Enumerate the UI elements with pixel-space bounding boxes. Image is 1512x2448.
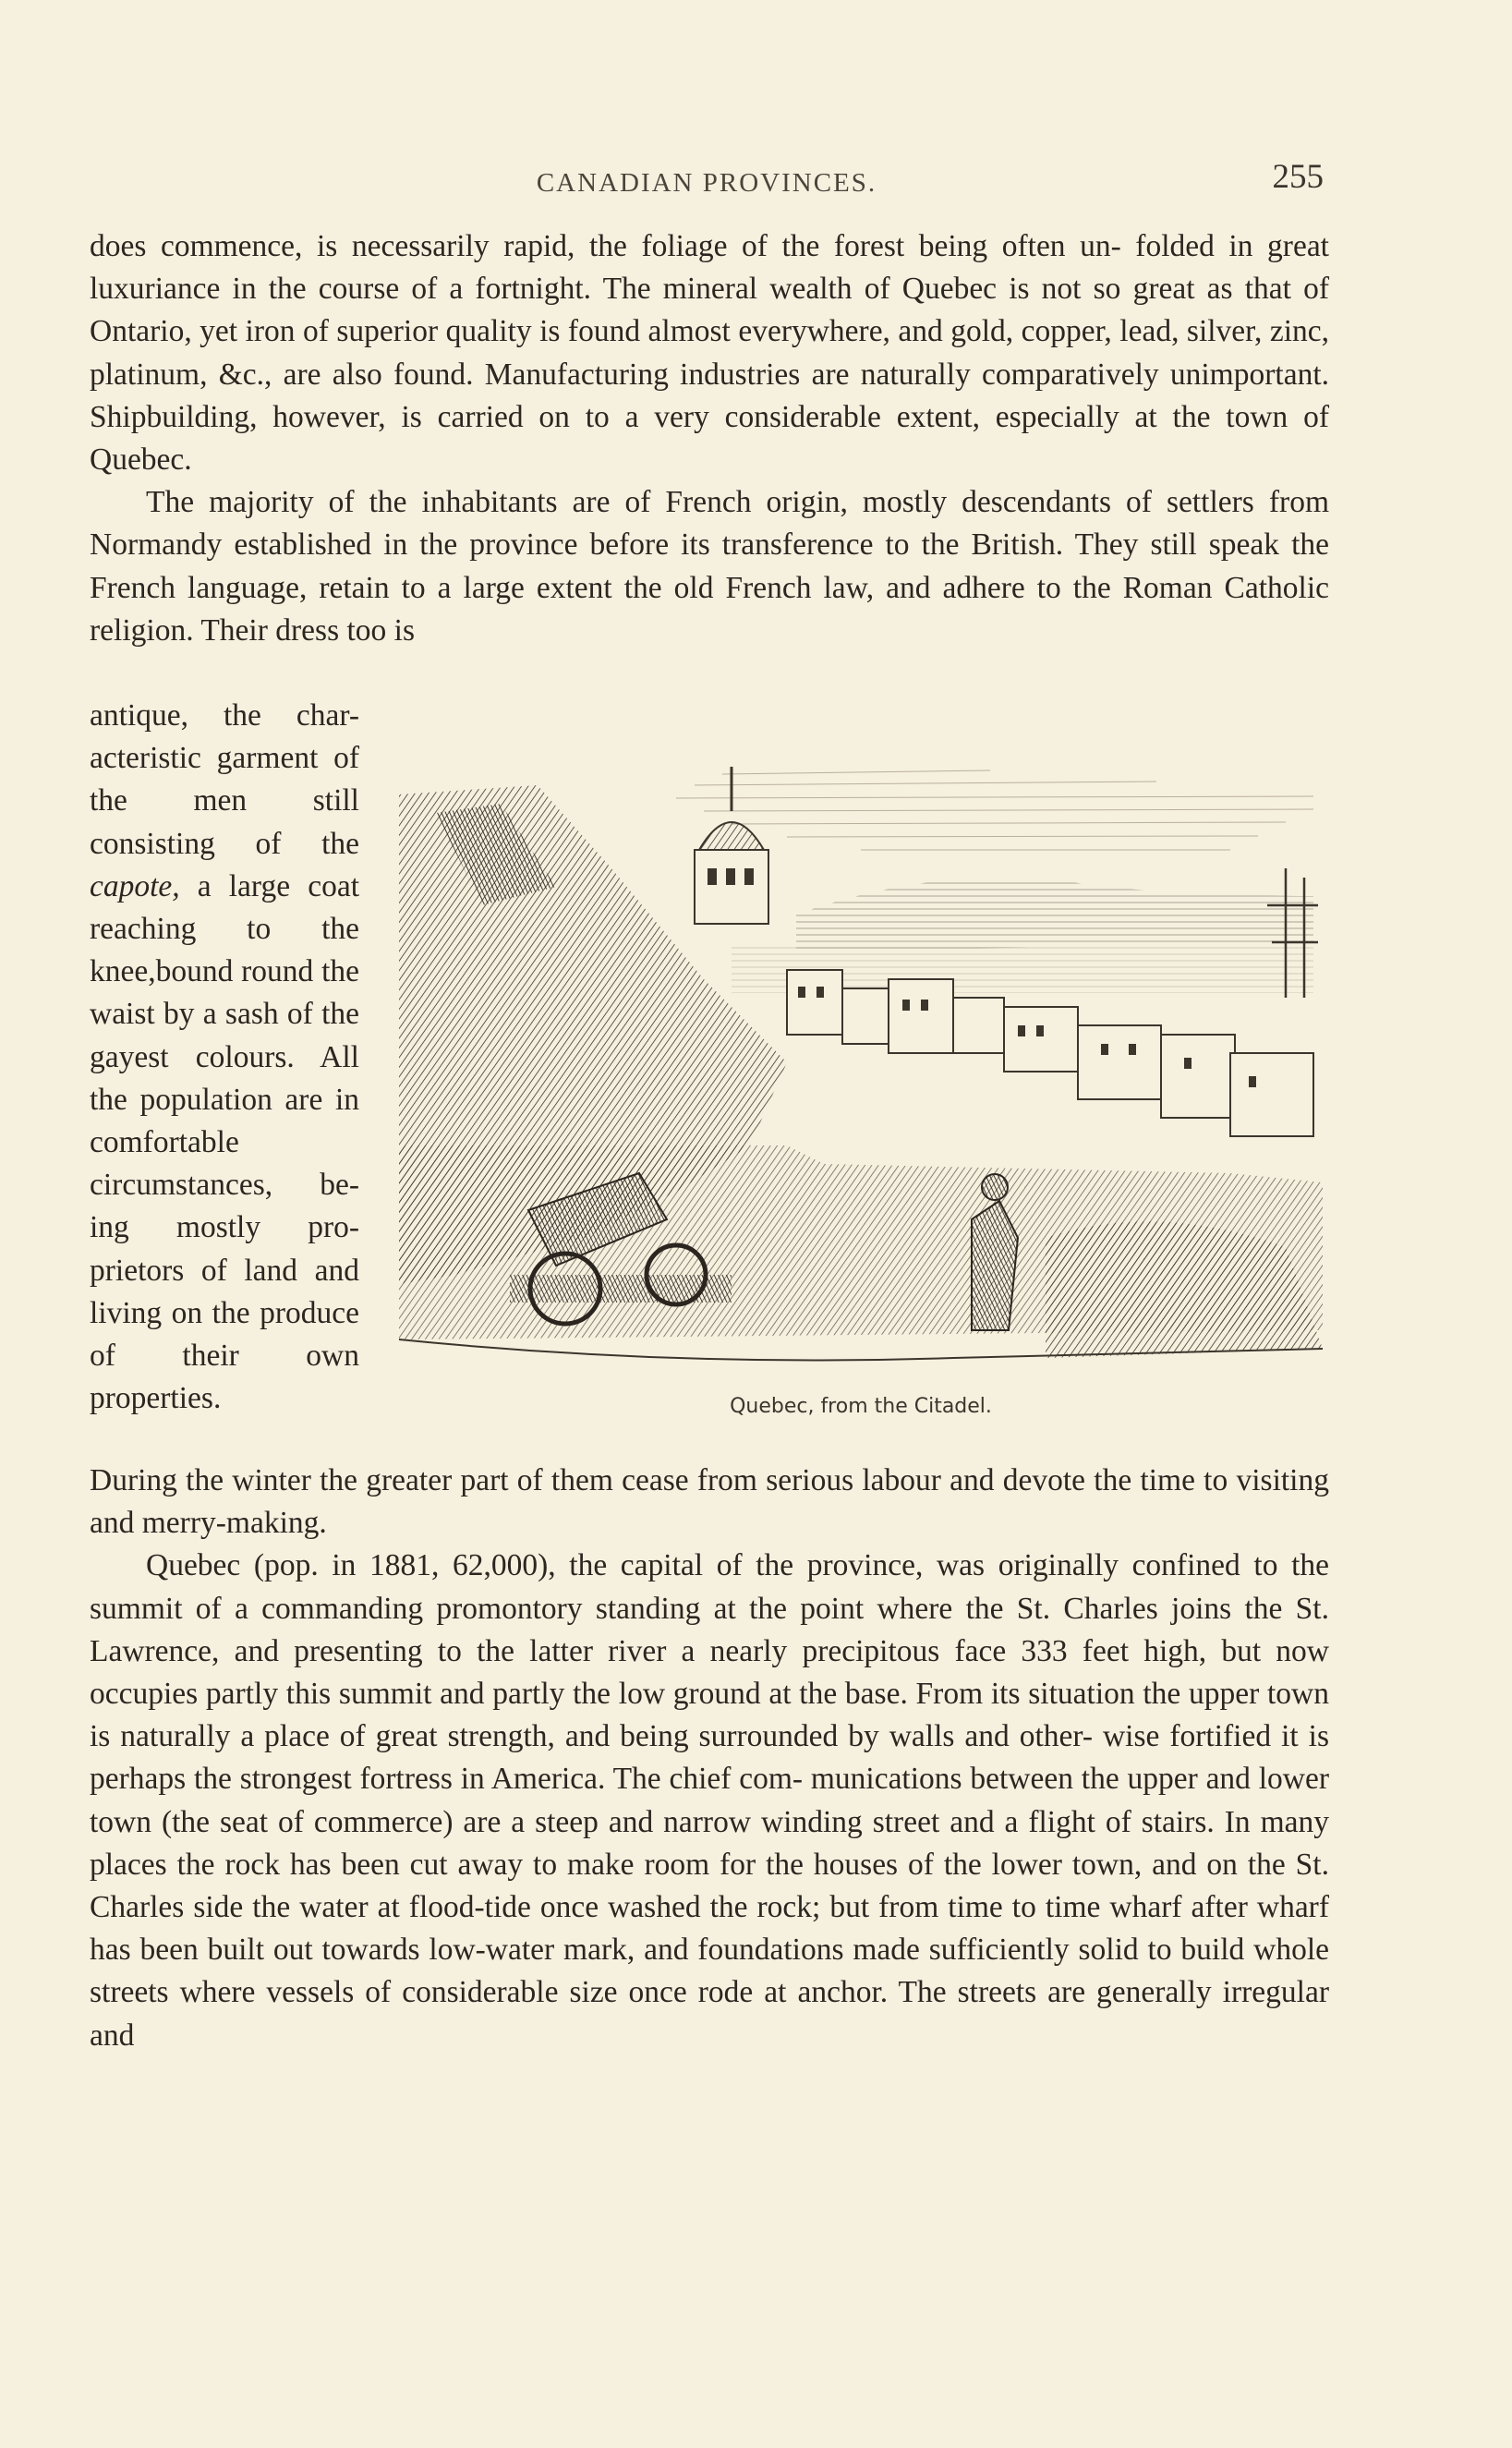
text-block-bottom <box>90 1460 1329 2057</box>
sky-lines <box>676 770 1313 850</box>
town-buildings <box>787 970 1313 1136</box>
domed-building <box>695 767 768 924</box>
paragraph-foliage: does commence, is necessarily rapid, the foliage of the forest being often un- folded in great luxuriance in the course of a fortnight. The mineral wealth of Quebec is not so great as that of Ontario, yet iron of superior quality is found almost everywhere, and gold, copper, lead, silver, zinc, platinum, &c., are also found. Manufacturing industries are naturally comparatively unimportant. Shipbuilding, however, is carried on to a very considerable extent, especially at the town of Quebec. <box>90 229 1329 478</box>
text-block-top <box>90 225 1329 652</box>
paragraph-quebec-city: Quebec (pop. in 1881, 62,000), the capital of the province, was originally confined to the summit of a commanding promontory standing at the point where the St. Charles joins the St. Lawrence, and presenting to the latter river a nearly precipitous face 333 feet high, but now occupies partly this summit and partly the low ground at the base. From its situation the upper town is naturally a place of great strength, and being surrounded by walls and other- wise fortified it is perhaps the strongest fortress in America. The chief com- munications between the upper and lower town (the seat of commerce) are a steep and narrow winding street and a flight of stairs. In many places the rock has been cut away to make room for the houses of the lower town, and on the St. Charles side the water at flood-tide once washed the rock; but from time to time wharf after wharf has been built out towards low-water mark, and foundations made sufficiently solid to build whole streets where vessels of considerable size once rode at anchor. The streets are generally irregular and <box>90 1548 1329 2053</box>
engraving-image <box>399 757 1323 1386</box>
running-head <box>90 157 1324 203</box>
paragraph-inhabitants: The majority of the inhabitants are of French origin, mostly descendants of settlers from Normandy established in the province before its transference to the British. They still speak the French language, retain to a large extent the old French law, and adhere to the Roman Catholic religion. Their dress too is <box>90 485 1329 648</box>
capote-term: capote, <box>90 868 180 903</box>
paragraph-winter: During the winter the greater part of them cease from serious labour and devote the time to visiting and merry-making. <box>90 1463 1329 1541</box>
wrapped-text-column <box>90 695 359 1420</box>
illustration-quebec <box>399 757 1323 1427</box>
wrapped-text-before: antique, the char- acteristic garment of the men still consisting of the <box>90 698 359 861</box>
figure-caption: Quebec, from the Citadel. <box>730 1395 992 1418</box>
page-number: 255 <box>1272 158 1324 196</box>
running-title: CANADIAN PROVINCES. <box>536 168 877 198</box>
wrapped-text-after: a large coat reaching to the knee,bound round the waist by a sash of the gayest colours. All the population are in comfortable circumstances, be- ing mostly pro- prietors of land and living on the produce of their own properties. <box>90 868 359 1416</box>
